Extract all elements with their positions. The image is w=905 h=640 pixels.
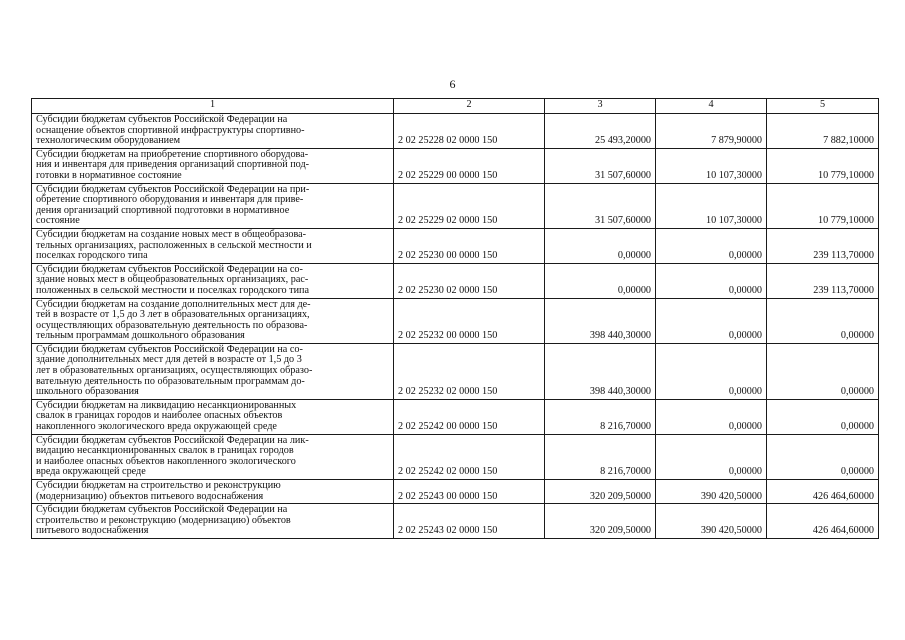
- budget-code-cell: 2 02 25230 00 0000 150: [394, 228, 545, 263]
- table-row: [32, 399, 879, 434]
- table-row: [32, 114, 879, 149]
- budget-code-cell: 2 02 25242 00 0000 150: [394, 399, 545, 434]
- column-header: 4: [656, 99, 767, 114]
- description-line: Субсидии бюджетам субъектов Российской Федерации на: [36, 504, 288, 516]
- table-row: [32, 434, 879, 479]
- description-cell: [32, 343, 394, 399]
- amount-col4-cell: 7 879,90000: [656, 114, 767, 149]
- description-cell: [32, 480, 394, 504]
- amount-col3-cell: 31 507,60000: [545, 183, 656, 228]
- budget-code-cell: 2 02 25232 00 0000 150: [394, 298, 545, 343]
- description-line: накопленного экологического вреда окружающей среде: [36, 421, 277, 433]
- description-cell: [32, 504, 394, 539]
- amount-col5-cell: 426 464,60000: [767, 504, 879, 539]
- amount-col4-cell: 390 420,50000: [656, 504, 767, 539]
- amount-col3-cell: 0,00000: [545, 228, 656, 263]
- description-line: Субсидии бюджетам на приобретение спортивного оборудова-: [36, 148, 309, 160]
- table-row: [32, 504, 879, 539]
- amount-col4-cell: 390 420,50000: [656, 480, 767, 504]
- description-line: питьевого водоснабжения: [36, 525, 149, 537]
- column-header: 1: [32, 99, 394, 114]
- description-line: поселках городского типа: [36, 250, 148, 262]
- description-line: здание новых мест в общеобразовательных организациях, рас-: [36, 274, 309, 286]
- table-row: [32, 183, 879, 228]
- description-cell: [32, 434, 394, 479]
- description-cell: [32, 399, 394, 434]
- description-cell: [32, 183, 394, 228]
- header-row: [32, 99, 879, 114]
- column-header: 3: [545, 99, 656, 114]
- description-line: Субсидии бюджетам субъектов Российской Федерации на со-: [36, 263, 303, 275]
- table-row: [32, 480, 879, 504]
- budget-code-cell: 2 02 25243 02 0000 150: [394, 504, 545, 539]
- budget-code-cell: 2 02 25242 02 0000 150: [394, 434, 545, 479]
- table-body: [32, 114, 879, 539]
- table-row: [32, 298, 879, 343]
- amount-col3-cell: 8 216,70000: [545, 399, 656, 434]
- amount-col5-cell: 10 779,10000: [767, 183, 879, 228]
- description-line: обретение спортивного оборудования и инвентаря для приве-: [36, 194, 304, 206]
- amount-col3-cell: 320 209,50000: [545, 504, 656, 539]
- description-line: и наиболее опасных объектов накопленного экологического: [36, 455, 296, 467]
- amount-col5-cell: 239 113,70000: [767, 228, 879, 263]
- description-line: здание дополнительных мест для детей в возрасте от 1,5 до 3: [36, 354, 302, 366]
- amount-col3-cell: 31 507,60000: [545, 148, 656, 183]
- description-line: свалок в границах городов и наиболее опасных объектов: [36, 410, 283, 422]
- description-cell: [32, 228, 394, 263]
- description-line: положенных в сельской местности и поселках городского типа: [36, 284, 310, 296]
- amount-col4-cell: 0,00000: [656, 343, 767, 399]
- description-cell: [32, 114, 394, 149]
- description-line: ния и инвентаря для приведения организаций спортивной под-: [36, 159, 310, 171]
- budget-code-cell: 2 02 25229 00 0000 150: [394, 148, 545, 183]
- amount-col3-cell: 398 440,30000: [545, 298, 656, 343]
- description-line: осуществляющих образовательную деятельность по образова-: [36, 319, 308, 331]
- budget-code-cell: 2 02 25229 02 0000 150: [394, 183, 545, 228]
- amount-col5-cell: 0,00000: [767, 399, 879, 434]
- budget-code-cell: 2 02 25243 00 0000 150: [394, 480, 545, 504]
- amount-col4-cell: 10 107,30000: [656, 148, 767, 183]
- description-line: Субсидии бюджетам на строительство и реконструкцию: [36, 480, 281, 491]
- amount-col3-cell: 398 440,30000: [545, 343, 656, 399]
- description-line: тей в возрасте от 1,5 до 3 лет в образовательных организациях,: [36, 309, 310, 321]
- description-line: видацию несанкционированных свалок в границах городов: [36, 445, 294, 457]
- amount-col5-cell: 239 113,70000: [767, 263, 879, 298]
- amount-col5-cell: 0,00000: [767, 298, 879, 343]
- amount-col3-cell: 320 209,50000: [545, 480, 656, 504]
- column-header: 2: [394, 99, 545, 114]
- description-line: готовки в нормативное состояние: [36, 169, 182, 181]
- description-line: строительство и реконструкцию (модернизацию) объектов: [36, 514, 291, 526]
- description-line: Субсидии бюджетам субъектов Российской Федерации на: [36, 114, 288, 125]
- budget-code-cell: 2 02 25230 02 0000 150: [394, 263, 545, 298]
- description-line: оснащение объектов спортивной инфраструктуры спортивно-: [36, 124, 305, 136]
- budget-code-cell: 2 02 25232 02 0000 150: [394, 343, 545, 399]
- description-line: вательную деятельность по образовательным программам до-: [36, 375, 305, 387]
- table-row: [32, 148, 879, 183]
- description-line: школьного образования: [36, 386, 139, 398]
- budget-table: [31, 98, 879, 539]
- budget-code-cell: 2 02 25228 02 0000 150: [394, 114, 545, 149]
- amount-col4-cell: 0,00000: [656, 434, 767, 479]
- amount-col4-cell: 0,00000: [656, 263, 767, 298]
- description-line: (модернизацию) объектов питьевого водоснабжения: [36, 490, 264, 502]
- description-line: дения организаций спортивной подготовки в нормативное: [36, 204, 290, 216]
- description-line: состояние: [36, 215, 80, 227]
- amount-col3-cell: 0,00000: [545, 263, 656, 298]
- amount-col4-cell: 0,00000: [656, 298, 767, 343]
- amount-col5-cell: 0,00000: [767, 343, 879, 399]
- description-line: тельных организациях, расположенных в сельской местности и: [36, 239, 312, 251]
- amount-col5-cell: 7 882,10000: [767, 114, 879, 149]
- amount-col4-cell: 10 107,30000: [656, 183, 767, 228]
- description-line: тельным программам дошкольного образования: [36, 330, 245, 342]
- amount-col5-cell: 0,00000: [767, 434, 879, 479]
- table-row: [32, 228, 879, 263]
- description-line: технологическим оборудованием: [36, 135, 181, 147]
- amount-col4-cell: 0,00000: [656, 228, 767, 263]
- description-cell: [32, 298, 394, 343]
- amount-col3-cell: 8 216,70000: [545, 434, 656, 479]
- description-line: Субсидии бюджетам на создание новых мест в общеобразова-: [36, 228, 307, 240]
- amount-col4-cell: 0,00000: [656, 399, 767, 434]
- column-header: 5: [767, 99, 879, 114]
- description-line: лет в образовательных организациях, осуществляющих образо-: [36, 365, 313, 377]
- description-cell: [32, 263, 394, 298]
- table-row: [32, 343, 879, 399]
- amount-col3-cell: 25 493,20000: [545, 114, 656, 149]
- description-line: Субсидии бюджетам на ликвидацию несанкционированных: [36, 399, 297, 411]
- description-line: Субсидии бюджетам субъектов Российской Федерации на при-: [36, 183, 310, 195]
- amount-col5-cell: 426 464,60000: [767, 480, 879, 504]
- amount-col5-cell: 10 779,10000: [767, 148, 879, 183]
- description-cell: [32, 148, 394, 183]
- description-line: вреда окружающей среде: [36, 466, 146, 478]
- description-line: Субсидии бюджетам субъектов Российской Федерации на со-: [36, 343, 303, 355]
- description-line: Субсидии бюджетам субъектов Российской Федерации на лик-: [36, 434, 309, 446]
- table-row: [32, 263, 879, 298]
- description-line: Субсидии бюджетам на создание дополнительных мест для де-: [36, 298, 311, 310]
- page-number: 6: [449, 77, 456, 91]
